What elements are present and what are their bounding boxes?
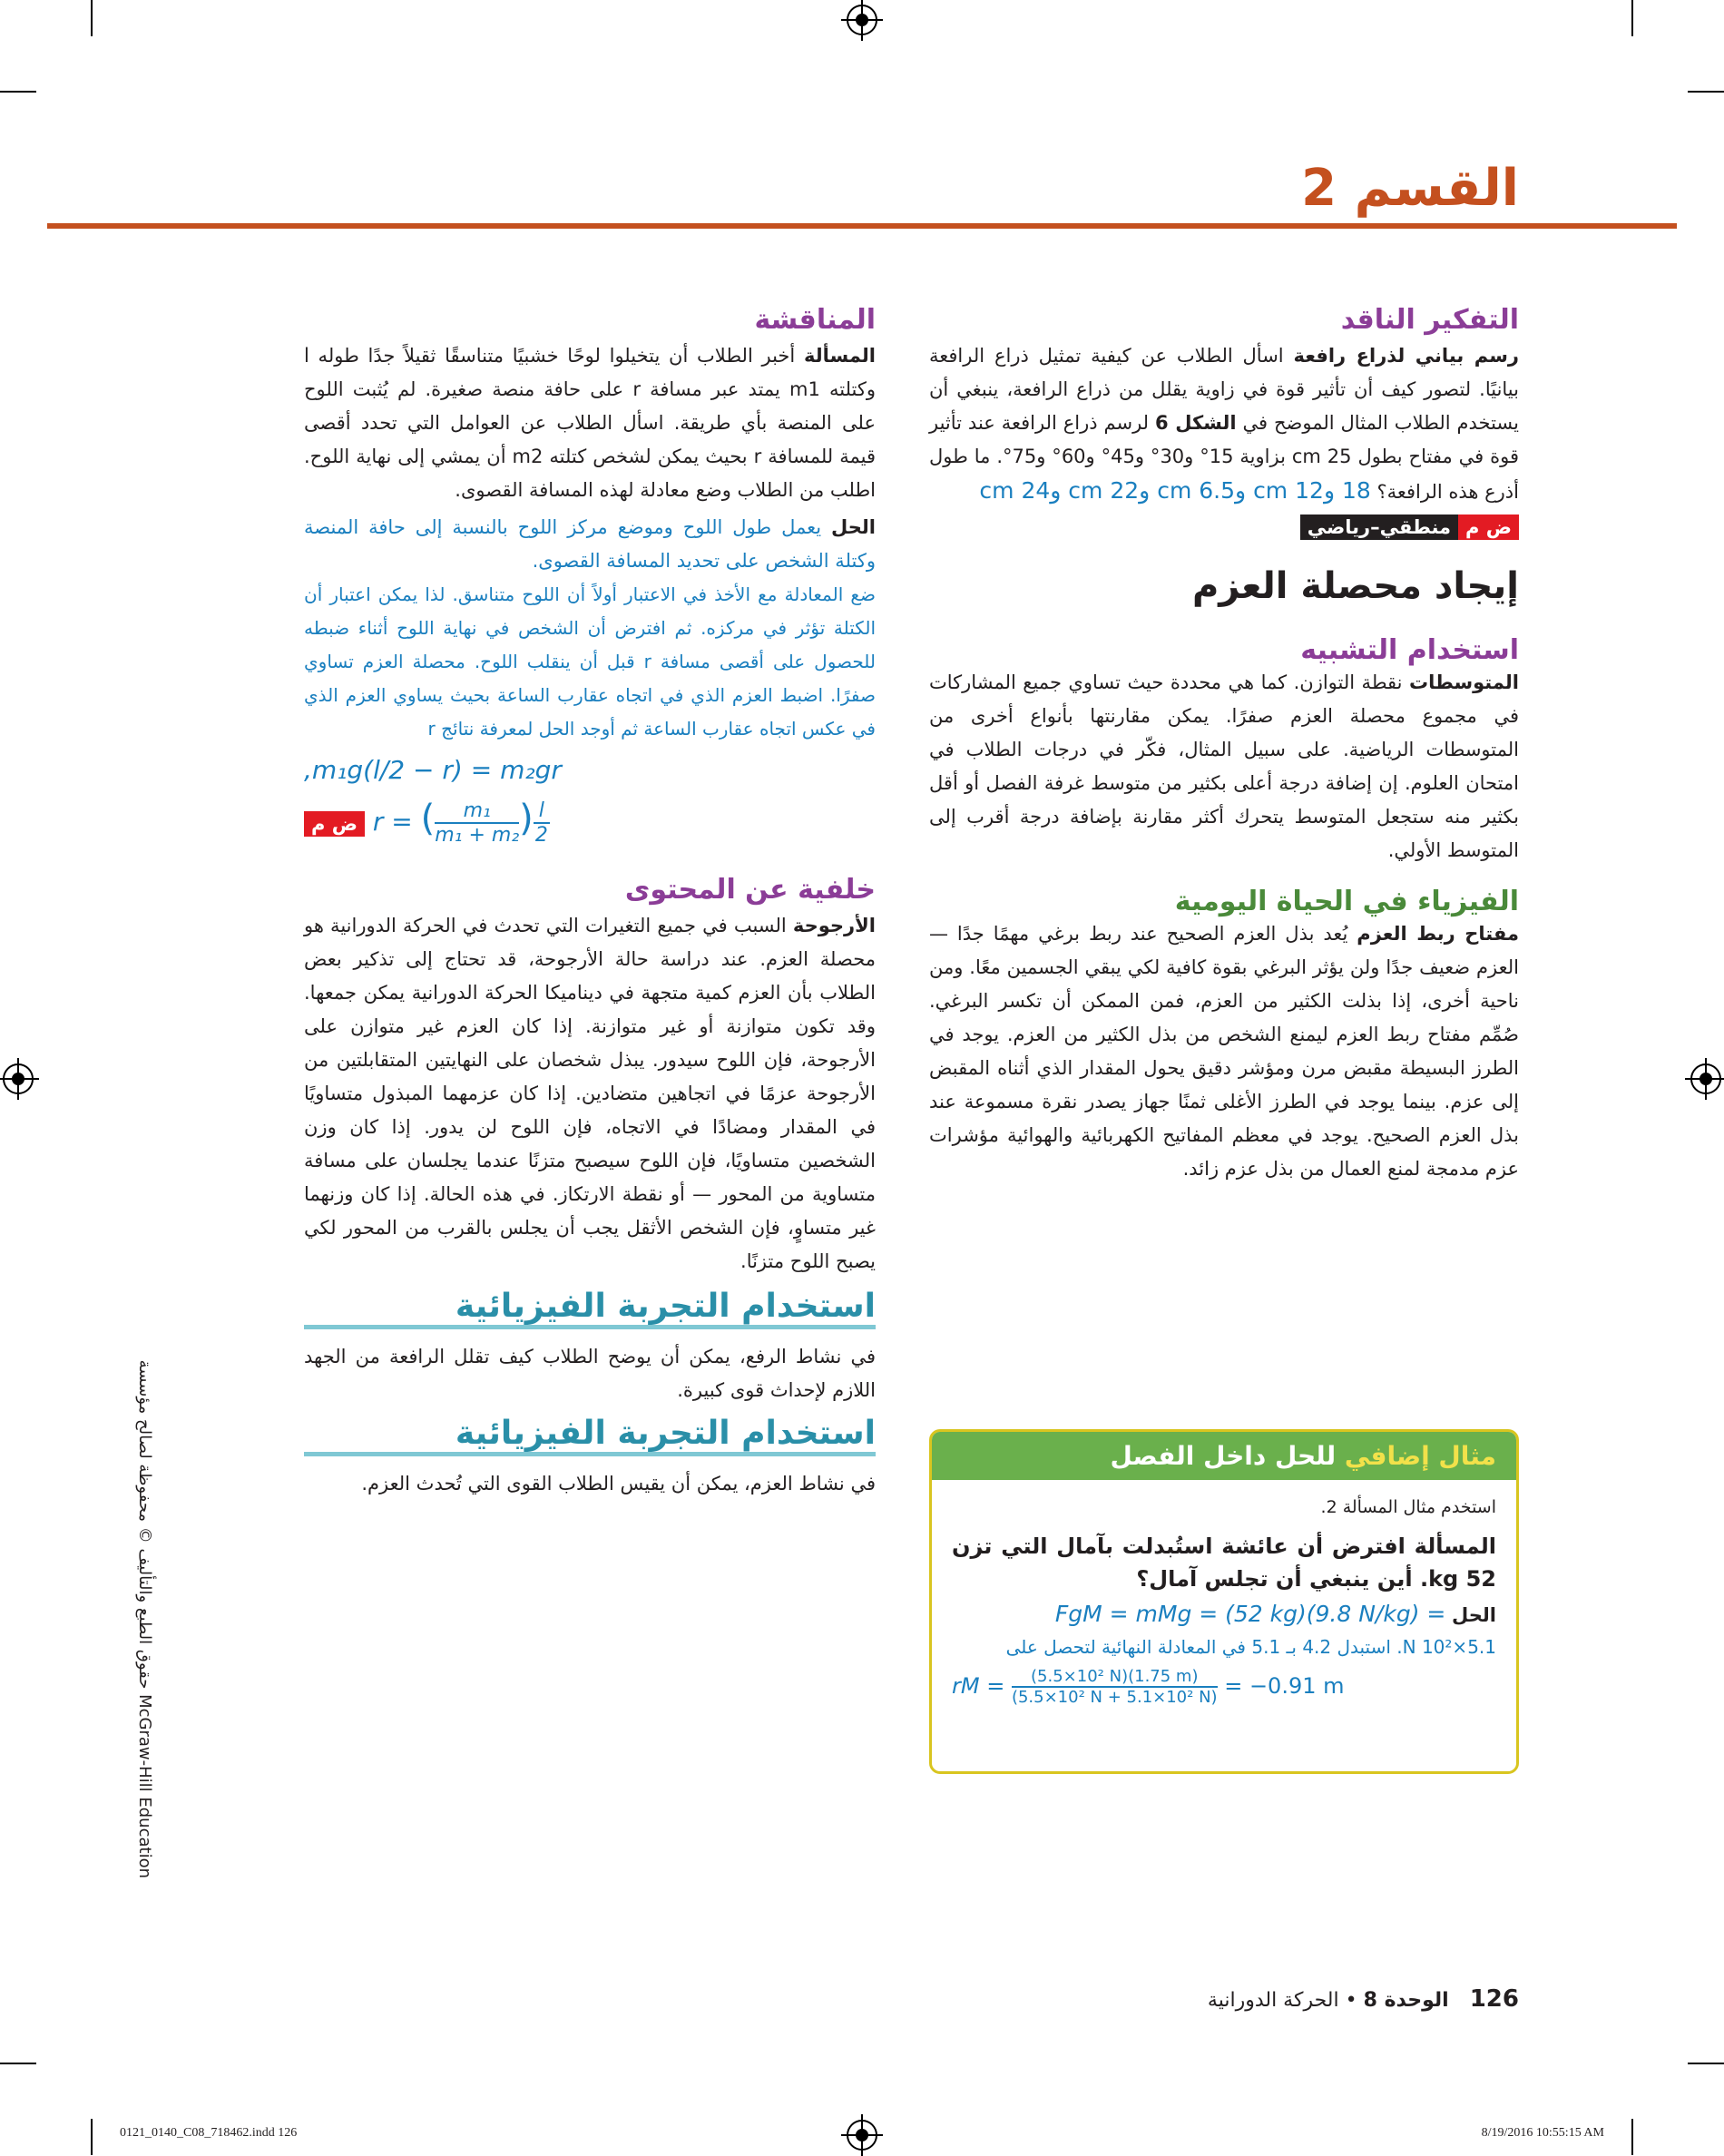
registration-mark-icon [3, 1063, 34, 1094]
right-column [929, 304, 1519, 1186]
eq2-half-numerator: l [534, 799, 550, 824]
page-footer [1208, 1985, 1519, 2013]
footer-chapter: الحركة الدورانية [1207, 1989, 1339, 2012]
crop-mark [0, 2063, 36, 2064]
eq2-numerator: m₁ [435, 799, 519, 824]
background-lead: الأرجوحة [792, 915, 876, 936]
eq2-lhs: r = [372, 807, 413, 837]
critical-body2: لرسم ذراع الرافعة عند تأثير قوة في مفتاح بطول 25 cm بزاوية 15° و30° و45° و60° و75°. ما طول أذرع هذه الرافعة؟ [929, 412, 1519, 503]
example-header-accent: مثال إضافي [1344, 1441, 1496, 1471]
analogy-heading: استخدام التشبيه [1300, 634, 1519, 666]
discussion-heading: المناقشة [754, 304, 876, 336]
lab1-body: في نشاط الرفع، يمكن أن يوضح الطلاب كيف تقلل الرافعة من الجهد اللازم لإحداث قوى كبيرة. [304, 1346, 876, 1401]
result-fraction [1012, 1667, 1218, 1707]
torque-heading: إيجاد محصلة العزم [1191, 565, 1519, 607]
slug-file: 0121_0140_C08_718462.indd 126 [120, 2126, 298, 2140]
result-value: = −0.91 m [1224, 1673, 1345, 1699]
lab1-rule [304, 1325, 876, 1329]
side-copyright: McGraw-Hill Education حقوق الطبع والتأليف © محفوظة لصالح مؤسسة [135, 1359, 154, 1878]
footer-separator: • [1345, 1989, 1357, 2012]
eq2-half-denominator: 2 [534, 824, 548, 847]
example-solution-line2: 5.1×10² N. استبدل 4.2 بـ 5.1 في المعادلة النهائية لتحصل على [1005, 1636, 1496, 1658]
crop-mark [1688, 91, 1724, 93]
answer-body: يعمل طول اللوح وموضع مركز اللوح بالنسبة إلى حافة المنصة وكتلة الشخص على تحديد المسافة القصوى. [304, 516, 876, 572]
example-solution-eq1: FgM = mMg = (52 kg)(9.8 N/kg) = [1054, 1601, 1446, 1627]
question-body: أخبر الطلاب أن يتخيلوا لوحًا خشبيًا متناسقًا ثقيلاً جدًا طوله l وكتلته m1 يمتد عبر مسافة r على حافة منصة صغيرة. لم يُثبت اللوح على المنصة بأي طريقة. اسأل الطلاب عن العوامل التي تحدد أقصى قيمة للمسافة r بحيث يمكن لشخص كتلته m2 أن يمشي إلى نهاية اللوح. اطلب من الطلاب وضع معادلة لهذه المسافة القصوى. [304, 345, 877, 501]
background-body: السبب في جميع التغيرات التي تحدث في الحركة الدورانية هو محصلة العزم. عند دراسة حالة الأرجوحة، قد تحتاج إلى تذكير بعض الطلاب بأن العزم كمية متجهة في ديناميكا الحركة الدورانية يمكن جمعها. وقد تكون متوازنة أو غير متوازنة. إذا كان العزم غير متوازن على الأرجوحة، فإن اللوح سيدور. يبذل شخصان على النهايتين المتقابلتين من الأرجوحة عزمًا في اتجاهين متضادين. إذا كان عزمهما المبذول متساويًا في المقدار ومضادًا في الاتجاه، فإن اللوح لن يدور. إذا كان وزن الشخصين متساويًا، فإن اللوح سيصبح متزنًا عندما يجلسان على مسافة متساوية من المحور — أو نقطة الارتكاز. في هذه الحالة. إذا كان وزنهما غير متساوٍ، فإن الشخص الأثقل يجب أن يجلس بالقرب من المحور لكي يصبح اللوح متزنًا. [304, 915, 876, 1272]
section-title: القسم 2 [1301, 159, 1519, 218]
page-number: 126 [1469, 1985, 1519, 2013]
eq2-half [534, 799, 550, 847]
registration-mark-icon [847, 5, 877, 35]
background-paragraph [304, 909, 876, 1279]
tag-label: منطقي–رياضي [1300, 514, 1458, 540]
analogy-paragraph [929, 666, 1519, 867]
critical-body: اسأل الطلاب عن كيفية تمثيل ذراع الرافعة بيانيًا. لتصور كيف أن تأثير قوة في زاوية يقلل من ذراع الرافعة، ينبغي أن يستخدم الطلاب المثال الموضح في [929, 345, 1519, 434]
example-header-text: للحل داخل الفصل [1110, 1441, 1345, 1471]
equation-2: ض م r = ( $\frac{\text{m₁}}{\text{m₁ + m₂}}$ ) $\frac{l}{2}$ [304, 798, 876, 847]
fraction-denominator: (5.5×10² N + 5.1×10² N) [1011, 1688, 1218, 1707]
crop-mark [0, 91, 36, 93]
crop-mark [91, 0, 93, 36]
crop-mark [1631, 0, 1633, 36]
crop-mark [1688, 2063, 1724, 2064]
everyday-paragraph [929, 917, 1519, 1186]
footer-unit: الوحدة 8 [1363, 1989, 1449, 2012]
registration-mark-icon [847, 2120, 877, 2151]
lab2-body: في نشاط العزم، يمكن أن يقيس الطلاب القوى التي تُحدث العزم. [361, 1473, 876, 1494]
critical-answer: 18 و12 cm و6.5 cm و22 cm و24 cm [979, 477, 1371, 504]
example-solution [952, 1597, 1496, 1632]
registration-mark-icon [1690, 1063, 1721, 1094]
critical-lead: رسم بياني لذراع رافعة [1293, 345, 1519, 367]
eq2-fraction [435, 799, 519, 847]
everyday-lead: مفتاح ربط العزم [1357, 923, 1519, 945]
eq2-denominator: m₁ + m₂ [435, 824, 520, 847]
analogy-body: نقطة التوازن. كما هي محددة حيث تساوي جميع المشاركات في مجموع محصلة العزم صفرًا. يمكن مقارنتها بأنواع أخرى من المتوسطات الرياضية. على سبيل المثال، فكّر في درجات الطلاب في امتحان العلوم. إن إضافة درجة أعلى بكثير من متوسط غرفة الفصل أو أقل بكثير منه ستجعل المتوسط يتحرك أكثر مقارنة بإضافة درجة أقرب إلى المتوسط الأولي. [929, 671, 1519, 861]
result-lhs: rM = [952, 1673, 1005, 1699]
lab2-rule [304, 1452, 876, 1456]
tag-code: ض م [1458, 514, 1519, 540]
example-solution-label: الحل [1452, 1604, 1496, 1626]
analogy-lead: المتوسطات [1409, 671, 1519, 693]
discussion-answer [304, 511, 876, 578]
answer-label: الحل [831, 516, 876, 538]
lab2-heading: استخدام التجربة الفيزيائية [455, 1415, 876, 1452]
equation-1: ,m₁g(l/2 − r) = m₂gr [304, 755, 562, 785]
crop-mark [1631, 2119, 1633, 2155]
everyday-heading: الفيزياء في الحياة اليومية [1174, 886, 1519, 917]
background-heading: خلفية عن المحتوى [624, 874, 876, 906]
example-result [952, 1667, 1496, 1707]
left-column [304, 304, 876, 1501]
critical-tags [929, 514, 1519, 540]
discussion-answer2: ضع المعادلة مع الأخذ في الاعتبار أولاً أن اللوح متناسق. لذا يمكن اعتبار أن الكتلة تؤثر في مركزه. ثم افترض أن الشخص في نهاية اللوح أثناء ضبطه للحصول على أقصى مسافة r قبل أن ينقلب اللوح. محصلة العزم تساوي صفرًا. اضبط العزم الذي في اتجاه عقارب الساعة بحيث يساوي العزم الذي في عكس اتجاه عقارب الساعة ثم أوجد الحل لمعرفة نتائج r [304, 583, 876, 740]
lab1-heading: استخدام التجربة الفيزيائية [455, 1288, 876, 1325]
slug-stamp: 8/19/2016 10:55:15 AM [1481, 2126, 1604, 2140]
example-box [929, 1429, 1519, 1774]
crop-mark [91, 2119, 93, 2155]
fraction-numerator: (5.5×10² N)(1.75 m) [1012, 1667, 1218, 1688]
example-header [932, 1432, 1516, 1480]
discussion-question [304, 339, 876, 507]
example-intro: استخدم مثال المسألة 2. [1320, 1497, 1496, 1517]
example-problem: المسألة افترض أن عائشة استُبدلت بآمال التي تزن 52 kg. أين ينبغي أن تجلس آمال؟ [952, 1534, 1496, 1592]
critical-heading: التفكير الناقد [1340, 304, 1519, 336]
equation-tag: ض م [304, 811, 365, 837]
section-rule [47, 223, 1677, 229]
everyday-body: يُعد بذل العزم الصحيح عند ربط برغي مهمًا جدًا — العزم ضعيف جدًا ولن يؤثر البرغي بقوة كافية لكي يبقي الجسمين معًا. ومن ناحية أخرى، إذا بذلت الكثير من العزم، فمن الممكن أن تكسر البرغي. صُمِّم مفتاح ربط العزم ليمنع الشخص من بذل الكثير من العزم. يوجد في الطرز البسيطة مقبض مرن ومؤشر دقيق يحول المقدار الذي أثناه المقبض إلى عزم. بينما يوجد في الطرز الأغلى ثمنًا جهاز يصدر نقرة مسموعة عند بذل العزم الصحيح. يوجد في معظم المفاتيح الكهربائية والهوائية مؤشرات عزم مدمجة لمنع العمال من بذل عزم زائد. [929, 923, 1519, 1180]
critical-paragraph [929, 339, 1519, 509]
question-label: المسألة [803, 345, 876, 367]
figure-ref: الشكل 6 [1155, 412, 1237, 434]
